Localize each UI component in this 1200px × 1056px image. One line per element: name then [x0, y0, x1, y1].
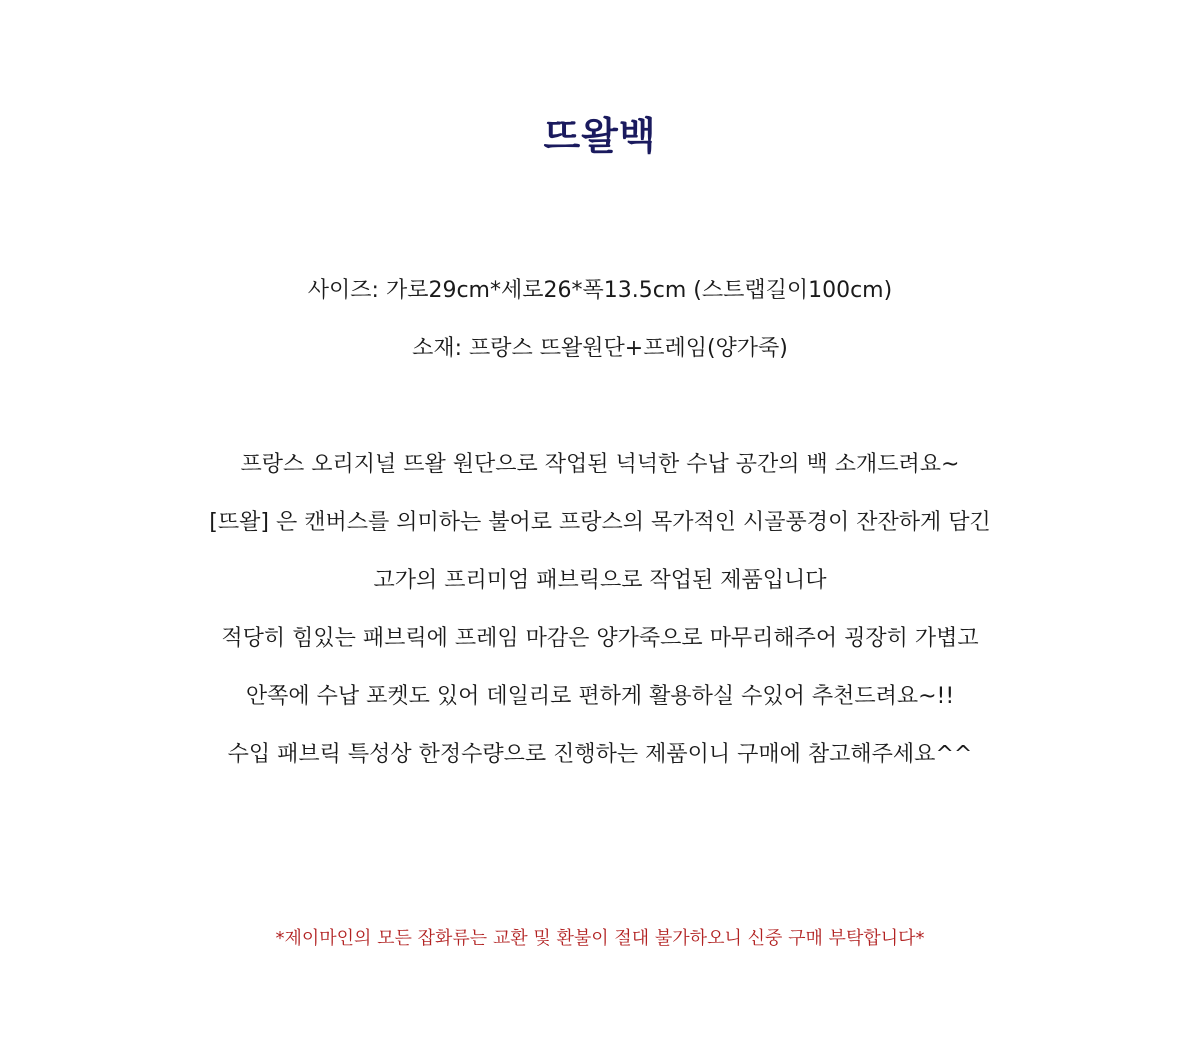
- description-line: 고가의 프리미엄 패브릭으로 작업된 제품입니다: [373, 568, 827, 593]
- return-policy-notice: *제이마인의 모든 잡화류는 교환 및 환불이 절대 불가하오니 신중 구매 부탁합니다*: [275, 928, 925, 949]
- description-line: [뜨왈] 은 캔버스를 의미하는 불어로 프랑스의 목가적인 시골풍경이 잔잔하게 담긴: [209, 510, 991, 535]
- spec-material: 소재: 프랑스 뜨왈원단+프레임(양가죽): [412, 336, 788, 361]
- product-description: [0, 436, 1200, 784]
- spec-size: 사이즈: 가로29cm*세로26*폭13.5cm (스트랩길이100cm): [307, 278, 893, 303]
- product-title: 뜨왈백: [543, 114, 657, 158]
- description-line: 수입 패브릭 특성상 한정수량으로 진행하는 제품이니 구매에 참고해주세요^^: [227, 742, 973, 767]
- product-specs: [0, 262, 1200, 378]
- description-line: 적당히 힘있는 패브릭에 프레임 마감은 양가죽으로 마무리해주어 굉장히 가볍고: [221, 626, 979, 651]
- description-line: 안쪽에 수납 포켓도 있어 데일리로 편하게 활용하실 수있어 추천드려요~!!: [245, 684, 955, 709]
- description-line: 프랑스 오리지널 뜨왈 원단으로 작업된 넉넉한 수납 공간의 백 소개드려요~: [240, 452, 960, 477]
